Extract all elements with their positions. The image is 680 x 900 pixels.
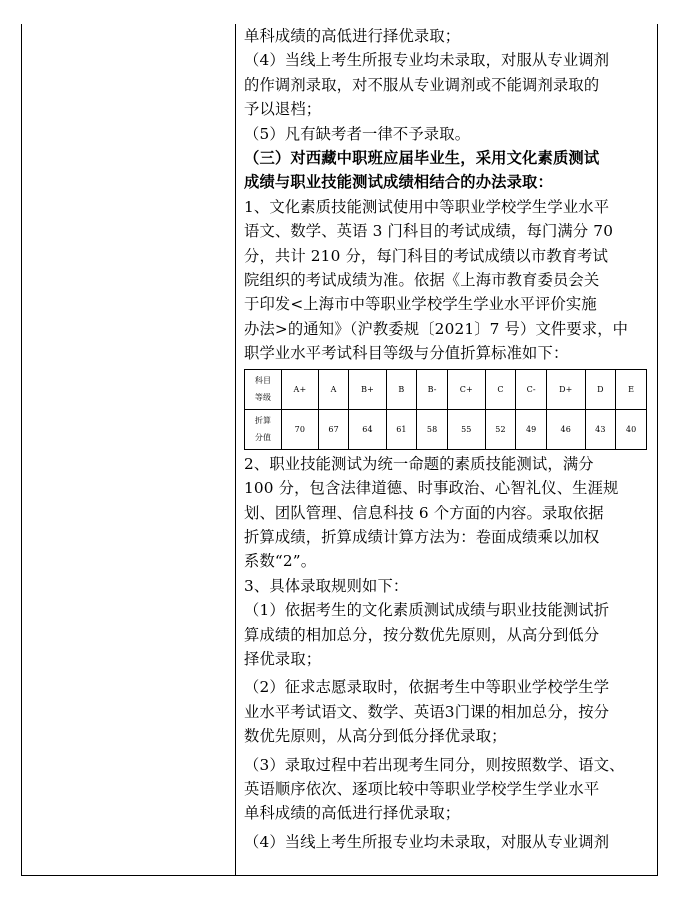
text-line: 英语顺序依次、逐项比较中等职业学校学生学业水平 bbox=[244, 779, 600, 798]
text-line: 3、具体录取规则如下： bbox=[244, 576, 409, 595]
grade-cell: A bbox=[318, 369, 349, 409]
text-line: 折算成绩，折算成绩计算方法为：卷面成绩乘以加权 bbox=[244, 527, 600, 546]
score-cell: 52 bbox=[485, 409, 516, 449]
text-line: 分，共计 210 分，每门科目的考试成绩以市教育考试 bbox=[244, 246, 609, 265]
column-divider bbox=[235, 24, 236, 876]
grade-table-wrapper bbox=[244, 369, 656, 450]
section-heading-line: 成绩与职业技能测试成绩相结合的办法录取： bbox=[244, 173, 553, 192]
text-line: （2）征求志愿录取时，依据考生中等职业学校学生学 bbox=[244, 678, 610, 697]
text-line: 划、团队管理、信息科技 6 个方面的内容。录取依据 bbox=[244, 503, 604, 522]
text-line: 的作调剂录取，对不服从专业调剂或不能调剂录取的 bbox=[244, 75, 600, 94]
score-cell: 40 bbox=[616, 409, 647, 449]
document-body bbox=[244, 24, 656, 876]
text-line: 100 分，包含法律道德、时事政治、心智礼仪、生涯规 bbox=[244, 479, 619, 498]
text-line: 办法>的通知》（沪教委规〔2021〕7 号）文件要求，中 bbox=[244, 319, 629, 338]
score-cell: 49 bbox=[516, 409, 547, 449]
grade-row-header bbox=[245, 369, 282, 409]
score-row bbox=[245, 409, 647, 449]
score-cell: 64 bbox=[349, 409, 386, 449]
text-line: 2、职业技能测试为统一命题的素质技能测试，满分 bbox=[244, 454, 594, 473]
text-line: 算成绩的相加总分，按分数优先原则，从高分到低分 bbox=[244, 625, 600, 644]
value-label-line: 折算 bbox=[254, 416, 272, 426]
text-line: （3）录取过程中若出现考生同分，则按照数学、语文、 bbox=[244, 755, 625, 774]
section-heading-line: （三）对西藏中职班应届毕业生，采用文化素质测试 bbox=[244, 149, 600, 168]
grade-cell: C bbox=[485, 369, 516, 409]
text-line: 择优录取； bbox=[244, 649, 322, 668]
grade-cell: B bbox=[386, 369, 417, 409]
grade-cell: C- bbox=[516, 369, 547, 409]
grade-cell: B+ bbox=[349, 369, 386, 409]
text-line: （4）当线上考生所报专业均未录取，对服从专业调剂 bbox=[244, 51, 610, 70]
score-cell: 58 bbox=[417, 409, 448, 449]
header-label-line: 等级 bbox=[254, 393, 272, 403]
grade-cell: D+ bbox=[547, 369, 586, 409]
text-line: 予以退档； bbox=[244, 100, 322, 119]
grade-conversion-table bbox=[244, 369, 647, 450]
score-cell: 46 bbox=[547, 409, 586, 449]
grade-cell: B- bbox=[417, 369, 448, 409]
grade-cell: A+ bbox=[282, 369, 319, 409]
grade-cell: C+ bbox=[447, 369, 485, 409]
text-line: 语文、数学、英语 3 门科目的考试成绩，每门满分 70 bbox=[244, 222, 614, 241]
score-cell: 55 bbox=[447, 409, 485, 449]
text-line: 职学业水平考试科目等级与分值折算标准如下： bbox=[244, 344, 569, 363]
text-line: 业水平考试语文、数学、英语3门课的相加总分，按分 bbox=[244, 702, 610, 721]
text-line: 数优先原则，从高分到低分择优录取； bbox=[244, 727, 507, 746]
text-line: 1、文化素质技能测试使用中等职业学校学生学业水平 bbox=[244, 197, 610, 216]
text-line: （4）当线上考生所报专业均未录取，对服从专业调剂 bbox=[244, 832, 610, 851]
value-label-line: 分值 bbox=[254, 433, 272, 443]
text-line: 单科成绩的高低进行择优录取； bbox=[244, 804, 461, 823]
text-line: （1）依据考生的文化素质测试成绩与职业技能测试折 bbox=[244, 601, 610, 620]
text-line: （5）凡有缺考者一律不予录取。 bbox=[244, 124, 471, 143]
text-line: 院组织的考试成绩为准。依据《上海市教育委员会关 bbox=[244, 271, 600, 290]
score-row-header bbox=[245, 409, 282, 449]
grade-row bbox=[245, 369, 647, 409]
score-cell: 61 bbox=[386, 409, 417, 449]
score-cell: 43 bbox=[585, 409, 616, 449]
text-line: 单科成绩的高低进行择优录取； bbox=[244, 27, 461, 45]
score-cell: 70 bbox=[282, 409, 319, 449]
header-label-line: 科目 bbox=[254, 376, 272, 386]
text-line: 系数“2”。 bbox=[244, 552, 317, 571]
grade-cell: E bbox=[616, 369, 647, 409]
grade-cell: D bbox=[585, 369, 616, 409]
text-line: 于印发<上海市中等职业学校学生学业水平评价实施 bbox=[244, 295, 597, 314]
score-cell: 67 bbox=[318, 409, 349, 449]
